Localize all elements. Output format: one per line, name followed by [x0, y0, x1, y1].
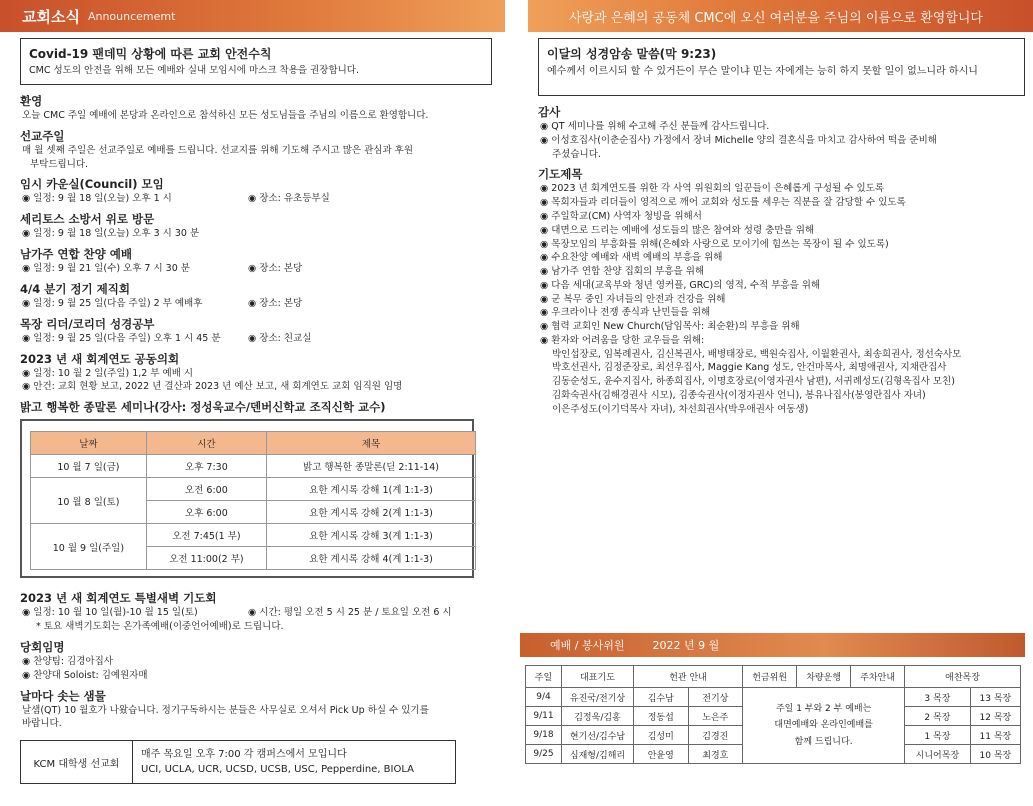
covid-notice: [20, 38, 492, 85]
cell-usher: 안윤영: [634, 745, 689, 764]
duty-soloist: ◉ 찬양대 Soloist: 김예원자매: [22, 669, 148, 681]
cell-topic: 요한 계시록 강해 4(계 1:1-3): [267, 547, 476, 570]
col-sunday: 주일: [526, 666, 562, 688]
duty-section: [20, 639, 492, 683]
thanks-title: 감사: [538, 105, 561, 119]
dawn-note: * 토요 새벽기도회는 온가족예배(이중언어예배)로 드립니다.: [36, 621, 284, 633]
cell-time: 오전 11:00(2 부): [146, 547, 266, 570]
list-item: ◉ 다음 세대(교육부와 청년 영커플, GRC)의 영적, 수적 부흥을 위해: [540, 279, 821, 291]
cell-meal: 시니어목장: [905, 745, 971, 764]
list-item: ◉ 우크라이나 전쟁 종식과 난민들을 위해: [540, 307, 711, 319]
duty-praise-team: ◉ 찬양팀: 김경아집사: [22, 656, 113, 668]
left-banner: [0, 0, 505, 32]
left-column: [20, 38, 492, 731]
col-time: 시간: [146, 432, 266, 455]
welcome-banner-text: 사랑과 은혜의 공동체 CMC에 오신 여러분을 주님의 이름으로 환영합니다: [568, 10, 983, 26]
cell-meal: 13 목장: [970, 688, 1020, 707]
list-item: ◉ 주일학교(CM) 사역자 청빙을 위해서: [540, 211, 702, 223]
cell-usher: 김성미: [634, 726, 689, 745]
thanks-section: [538, 104, 1025, 161]
qt-body: 날샘(QT) 10 월호가 나왔습니다. 정기구독하시는 분들은 사무실로 오셔서 Pick Up 하실 수 있기를: [22, 704, 429, 716]
list-item: ◉ 수요찬양 예배와 새벽 예배의 부흥을 위해: [540, 252, 723, 264]
cell-date: 10 월 9 일(주일): [31, 524, 147, 570]
sick-line: 이은주성도(이기덕목사 자녀), 차선희권사(박우애권사 여동생): [552, 403, 809, 415]
dawn-time: ◉ 시간: 평일 오전 5 시 25 분 / 토요일 오전 6 시: [248, 607, 452, 619]
leaders-title: 목장 리더/코리더 성경공부: [20, 316, 155, 331]
right-column: [538, 38, 1025, 417]
verse-body: 예수께서 이르시되 할 수 있거든이 무슨 말이냐 믿는 자에게는 능히 하지 못할 일이 없느니라 하시니: [547, 66, 978, 77]
dawn-section: [20, 590, 492, 634]
cell-time: 오전 6:00: [146, 478, 266, 501]
cell-meal: 11 목장: [970, 726, 1020, 745]
banner-subtitle: Announcememt: [87, 9, 176, 23]
welcome-section: [20, 93, 492, 123]
list-item: ◉ 대면으로 드리는 예배에 성도들의 많은 참여와 성령 충만을 위해: [540, 224, 815, 236]
cell-meal: 10 목장: [970, 745, 1020, 764]
table-row: [526, 688, 1021, 707]
cell-usher: 정동섭: [634, 707, 689, 726]
kcm-line2: UCI, UCLA, UCR, UCSD, UCSB, USC, Pepperdine, BIOLA: [141, 764, 415, 775]
table-row: [31, 455, 476, 478]
prayer-title: 기도제목: [538, 167, 583, 182]
mission-title: 선교주일: [20, 128, 65, 143]
cell-prayer: 현기선/김수남: [562, 726, 634, 745]
sick-line: 김동순성도, 윤수지집사, 하종희집사, 이명호장로(이영자권사 남편), 서귀례성도(김형옥집사 모친): [552, 376, 955, 388]
col-prayer: 대표기도: [562, 666, 634, 688]
cell-meal: 3 목장: [905, 688, 971, 707]
cell-prayer: 심재형/김해리: [562, 745, 634, 764]
cell-prayer: 김정욱/김홍: [562, 707, 634, 726]
service-table: [525, 665, 1021, 764]
council-when: ◉ 일정: 9 월 18 일(오늘) 오후 1 시: [22, 193, 172, 205]
welcome-body: 오늘 CMC 주일 예배에 본당과 온라인으로 참석하신 모든 성도님들을 주님의 이름으로 환영합니다.: [22, 109, 429, 121]
verse-box: [538, 38, 1025, 96]
cell-topic: 밝고 행복한 종말론(딛 2:11-14): [267, 455, 476, 478]
thanks-line2-cont: 주셨습니다.: [552, 148, 601, 160]
thanks-line2: ◉ 이성호집사(이춘순집사) 가정에서 장녀 Michelle 양의 결혼식을 마치고 감사하여 떡을 준비해: [540, 134, 937, 146]
cell-topic: 요한 계시록 강해 1(계 1:1-3): [267, 478, 476, 501]
prayer-section: [538, 166, 1025, 416]
cell-meal: 1 목장: [905, 726, 971, 745]
list-item: ◉ 목회자들과 리더들이 영적으로 깨어 교회와 성도를 세우는 직분을 잘 감당할 수 있도록: [540, 197, 906, 209]
cell-date: 9/11: [526, 707, 562, 726]
praise-section: [20, 246, 492, 276]
cell-date: 10 월 7 일(금): [31, 455, 147, 478]
col-parking: 주차안내: [851, 666, 905, 688]
covid-title: Covid-19 팬데믹 상황에 따른 교회 안전수칙: [29, 47, 272, 61]
seminar-table: [30, 431, 476, 570]
seminar-table-frame: [20, 419, 474, 578]
list-item: ◉ 목장모임의 부흥화를 위해(은혜와 사랑으로 모이기에 힘쓰는 목장이 될 수 있도록): [540, 238, 889, 250]
service-header-title: 예배 / 봉사위원: [550, 639, 625, 652]
leaders-when: ◉ 일정: 9 월 25 일(다음 주일) 오후 1 시 45 분: [22, 332, 221, 344]
covid-body: CMC 성도의 안전을 위해 모든 예배와 실내 모임시에 마스크 착용을 권장합니다.: [29, 65, 359, 76]
list-item: ◉ 협력 교회인 New Church(담임목사: 최순환)의 부흥을 위해: [540, 321, 800, 333]
col-meal: 애찬목장: [905, 666, 1021, 688]
cell-meal: 2 목장: [905, 707, 971, 726]
banner-title: 교회소식: [22, 7, 80, 26]
kcm-box: [20, 740, 456, 784]
kcm-line1: 매주 목요일 오후 7:00 각 캠퍼스에서 모입니다: [141, 749, 347, 760]
quarter-title: 4/4 분기 정기 제직회: [20, 281, 130, 296]
council-where: ◉ 장소: 유초등부실: [248, 193, 330, 205]
quarter-when: ◉ 일정: 9 월 25 일(다음 주일) 2 부 예배후: [22, 297, 203, 309]
duty-title: 당회임명: [20, 639, 65, 654]
quarter-section: [20, 281, 492, 311]
col-offering: 헌금위원: [743, 666, 797, 688]
cell-topic: 요한 계시록 강해 2(계 1:1-3): [267, 501, 476, 524]
cell-usher: 김경진: [688, 726, 743, 745]
cell-usher: 최경호: [688, 745, 743, 764]
qt-body-cont: 바랍니다.: [22, 718, 62, 730]
assembly-title: 2023 년 새 회계연도 공동의회: [20, 351, 180, 366]
mission-body-cont: 부탁드립니다.: [30, 158, 89, 170]
table-row: [31, 524, 476, 547]
mission-body: 매 월 셋째 주일은 선교주일로 예배를 드립니다. 선교지를 위해 기도해 주시고 많은 관심과 후원: [22, 144, 414, 156]
cell-prayer: 유진국/전기상: [562, 688, 634, 707]
service-note-line1: 주일 1 부와 2 부 예배는: [775, 704, 872, 715]
service-header-month: 2022 년 9 월: [652, 639, 720, 652]
service-note-line2: 대면예배와 온라인예배를: [774, 720, 873, 731]
cerritos-when: ◉ 일정: 9 월 18 일(오늘) 오후 3 시 30 분: [22, 228, 200, 240]
cell-usher: 전기상: [688, 688, 743, 707]
assembly-section: [20, 351, 492, 395]
kcm-label: KCM 대학생 선교회: [21, 741, 133, 783]
service-note-line3: 함께 드립니다.: [794, 736, 853, 747]
list-item: ◉ 환자와 어려움을 당한 교우들을 위해:: [540, 334, 705, 346]
qt-section: [20, 688, 492, 732]
leaders-where: ◉ 장소: 친교실: [248, 332, 312, 344]
cerritos-title: 세리토스 소방서 위로 방문: [20, 212, 155, 227]
right-banner: [528, 0, 1033, 32]
thanks-line1: ◉ QT 세미나를 위해 수고해 주신 분들께 감사드립니다.: [540, 121, 770, 133]
service-note: [743, 688, 905, 764]
cell-time: 오전 7:45(1 부): [146, 524, 266, 547]
cell-time: 오후 7:30: [146, 455, 266, 478]
praise-when: ◉ 일정: 9 월 21 일(수) 오후 7 시 30 분: [22, 263, 190, 275]
qt-title: 날마다 솟는 샘물: [20, 688, 106, 703]
prayer-list: [538, 182, 1025, 416]
list-item: ◉ 군 복무 중인 자녀들의 안전과 건강을 위해: [540, 293, 726, 305]
list-item: ◉ 남가주 연합 찬양 집회의 부흥을 위해: [540, 266, 705, 278]
dawn-title: 2023 년 새 회계연도 특별새벽 기도회: [20, 591, 217, 606]
cell-time: 오후 6:00: [146, 501, 266, 524]
praise-title: 남가주 연합 찬양 예배: [20, 247, 132, 262]
cell-date: 10 월 8 일(토): [31, 478, 147, 524]
welcome-title: 환영: [20, 93, 43, 108]
quarter-where: ◉ 장소: 본당: [248, 297, 303, 309]
assembly-when: ◉ 일정: 10 월 2 일(주일) 1,2 부 예배 시: [22, 367, 194, 379]
council-title: 임시 카운실(Council) 모임: [20, 177, 164, 192]
sick-line: 박호선권사, 김정준장로, 최선우집사, Maggie Kang 성도, 안건마목사, 최명애권사, 지채란집사: [552, 362, 947, 374]
verse-title: 이달의 성경암송 말씀(막 9:23): [547, 47, 717, 61]
service-header: [520, 633, 1025, 657]
col-usher: 헌관 안내: [634, 666, 743, 688]
praise-where: ◉ 장소: 본당: [248, 263, 303, 275]
council-section: [20, 176, 492, 206]
cell-meal: 12 목장: [970, 707, 1020, 726]
assembly-agenda: ◉ 안건: 교회 현황 보고, 2022 년 결산과 2023 년 예산 보고, 새 회계연도 교회 임직원 임명: [22, 381, 403, 393]
dawn-when: ◉ 일정: 10 월 10 일(월)-10 월 15 일(토): [22, 607, 198, 619]
cell-date: 9/18: [526, 726, 562, 745]
table-row: [31, 478, 476, 501]
cell-date: 9/4: [526, 688, 562, 707]
col-vehicle: 차량운행: [797, 666, 851, 688]
cell-usher: 김수남: [634, 688, 689, 707]
col-topic: 제목: [267, 432, 476, 455]
cerritos-section: [20, 211, 492, 241]
sick-line: 박인섭장로, 임복례권사, 김신복권사, 배병태장로, 백원숙집사, 이월환권사, 최송희권사, 정선숙사모: [552, 348, 962, 360]
mission-section: [20, 128, 492, 172]
cell-topic: 요한 계시록 강해 3(계 1:1-3): [267, 524, 476, 547]
col-date: 날짜: [31, 432, 147, 455]
list-item: ◉ 2023 년 회계연도를 위한 각 사역 위원회의 일꾼들이 은혜롭게 구성될 수 있도록: [540, 183, 885, 195]
cell-date: 9/25: [526, 745, 562, 764]
sick-line: 김화숙권사(김해경권사 시모), 김종숙권사(이정자권사 언니), 봉유나집사(봉영란집사 자녀): [552, 389, 926, 401]
leaders-section: [20, 316, 492, 346]
seminar-section: [20, 399, 492, 578]
seminar-title: 밝고 행복한 종말론 세미나(강사: 정성욱교수/덴버신학교 조직신학 교수): [20, 400, 386, 415]
cell-usher: 노은주: [688, 707, 743, 726]
